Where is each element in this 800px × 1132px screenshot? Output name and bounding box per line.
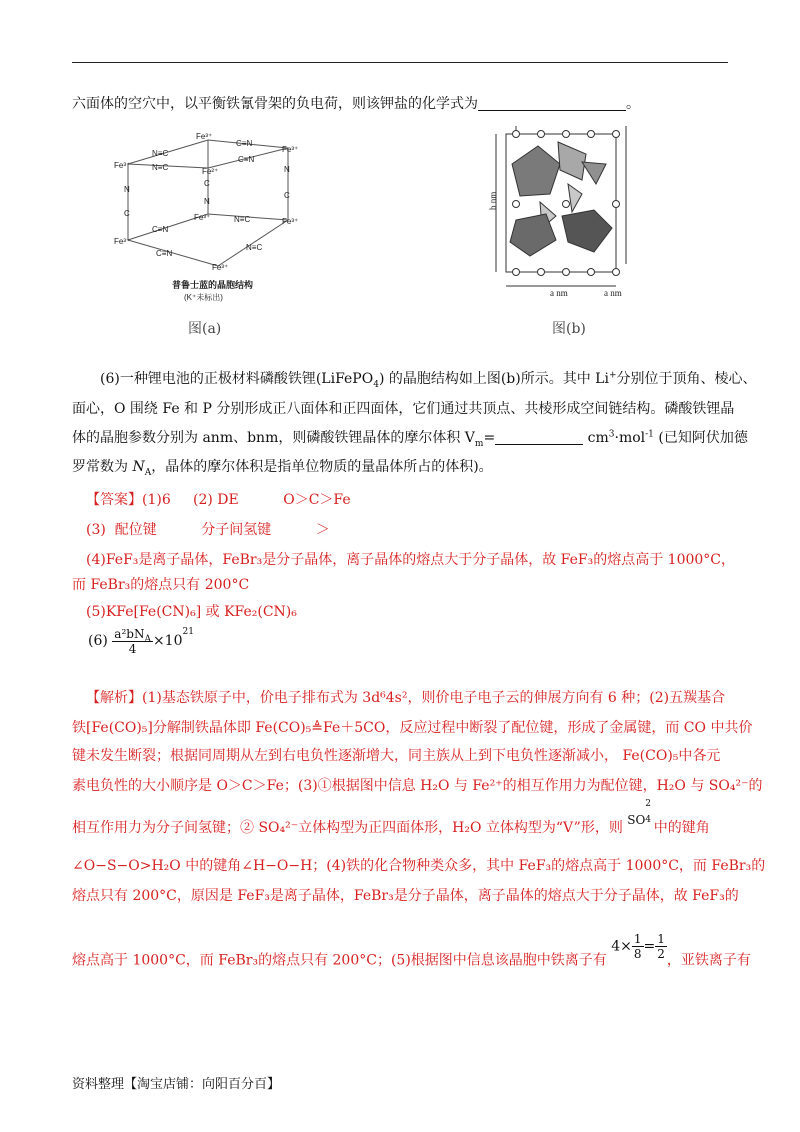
analysis-line-5: 相互作用力为分子间氢键；② SO₄²⁻立体构型为正四面体形，H₂O 立体构型为“V”形，则 SO 2 4 中的键角 — [72, 799, 710, 836]
fe3-ion-label: Fe³⁺ — [282, 145, 299, 154]
figure-a-subtitle: (K⁺未标出) — [184, 293, 223, 302]
n-c-bond-label: N≡C — [152, 149, 169, 158]
octahedron-feo6 — [512, 146, 560, 196]
fe3-ion-label: Fe³⁺ — [114, 161, 131, 170]
tetrahedron-po4 — [568, 184, 582, 212]
n-c-bond-label: N≡C — [246, 243, 263, 252]
c-n-bond-label: C≡N — [238, 155, 255, 164]
c-atom-label: C — [284, 191, 290, 200]
answer-line-3: (3) 配位键 分子间氢键 ＞ — [86, 522, 330, 538]
analysis-line-2: 铁[Fe(CO)₅]分解制铁晶体即 Fe(CO)₅≜Fe＋5CO，反应过程中断裂了配位键，形成了金属键，而 CO 中共价 — [72, 720, 753, 736]
c-n-bond-label: C≡N — [152, 225, 169, 234]
n-c-bond-label: N≡C — [152, 163, 169, 172]
answer-line-4a: (4)FeF₃是离子晶体，FeBr₃是分子晶体，离子晶体的熔点大于分子晶体，故 FeF₃的熔点高于 1000°C， — [86, 552, 736, 568]
analysis-line-6: ∠O−S−O>H₂O 中的键角∠H−O−H；(4)铁的化合物种类众多，其中 FeF₃的熔点高于 1000°C，而 FeBr₃的 — [72, 858, 766, 874]
q6-line-4: 罗常数为 $N_A$，晶体的摩尔体积是指单位物质的量晶体所占的体积)。 — [72, 459, 493, 478]
fe3-ion-label: Fe³⁺ — [114, 237, 131, 246]
c-n-bond-label: C≡N — [156, 249, 173, 258]
fe3-ion-label: Fe³⁺ — [282, 217, 299, 226]
figure-a-title: 普鲁士蓝的晶胞结构 — [172, 280, 254, 290]
a-axis-label: a nm — [550, 288, 568, 298]
so4-formula: SO 2 4 — [627, 799, 652, 827]
intro-text: 六面体的空穴中，以平衡铁氰骨架的负电荷，则该钾盐的化学式为 — [72, 96, 478, 112]
analysis-line-1: 【解析】(1)基态铁原子中，价电子排布式为 3d⁶4s²，则价电子电子云的伸展方向有 6 种；(2)五羰基合 — [86, 690, 726, 706]
fe2-ion-label: Fe²⁺ — [202, 167, 219, 176]
figure-b-caption: 图(b) — [552, 321, 586, 337]
fe3-ion-label: Fe³⁺ — [194, 213, 211, 222]
answer-line-5: (5)KFe[Fe(CN)₆] 或 KFe₂(CN)₆ — [86, 604, 297, 620]
analysis-line-4: 素电负性的大小顺序是 O＞C＞Fe；(3)①根据图中信息 H₂O 与 Fe²⁺的相互作用力为配位键，H₂O 与 SO₄²⁻的 — [72, 778, 763, 794]
b-axis-label: b nm — [488, 191, 498, 210]
answer-blank-molar-volume — [495, 430, 583, 445]
figure-b-lifepo4-cell — [486, 124, 636, 304]
octahedron-feo6 — [558, 142, 586, 180]
figure-a-caption: 图(a) — [188, 321, 222, 337]
n-atom-label: N — [284, 165, 290, 174]
n-atom-label: N — [124, 185, 130, 194]
n-atom-label: N — [204, 197, 210, 206]
header-rule — [72, 62, 728, 63]
answer-line-1: 【答案】(1)6 (2) DE O＞C＞Fe — [86, 492, 351, 508]
analysis-line-8: 熔点高于 1000°C，而 FeBr₃的熔点只有 200°C；(5)根据图中信息该晶胞中铁离子有 4× $\frac{1}{8}$ = $\frac{1}{2}$ ，亚铁离子有 — [72, 932, 751, 969]
answer-line-6: (6) $\frac{a^2bN_A}{4}$ $\times 10^{21}$ — [88, 626, 194, 656]
figure-a-prussian-blue — [108, 128, 308, 308]
intro-line: 六面体的空穴中，以平衡铁氰骨架的负电荷，则该钾盐的化学式为 。 — [72, 96, 640, 112]
fe3-ion-label: Fe³⁺ — [196, 132, 213, 141]
fraction-expression: 4× $\frac{1}{8}$ = $\frac{1}{2}$ — [611, 932, 665, 961]
analysis-line-7: 熔点只有 200°C，原因是 FeF₃是离子晶体，FeBr₃是分子晶体，离子晶体的熔点大于分子晶体，故 FeF₃的 — [72, 888, 739, 904]
answer-6-fraction: $\frac{a^2bN_A}{4}$ — [114, 626, 151, 656]
analysis-line-3: 键未发生断裂；根据同周期从左到右电负性逐渐增大，同主族从上到下电负性逐渐减小， Fe(CO)₅中各元 — [72, 748, 721, 764]
c-atom-label: C — [204, 179, 210, 188]
c-n-bond-label: C≡N — [236, 139, 253, 148]
q6-line-3: 体的晶胞参数分别为 anm、bnm，则磷酸铁锂晶体的摩尔体积 $V_m= cm^3\cdot mol^{-1}$ (已知阿伏加德 — [72, 429, 748, 449]
c-atom-label: C — [124, 209, 130, 218]
answer-blank-formula — [478, 96, 626, 111]
octahedron-feo6 — [562, 210, 612, 252]
fe3-ion-label: Fe³⁺ — [212, 263, 229, 272]
n-c-bond-label: N≡C — [234, 215, 251, 224]
q6-line-2: 面心，O 围绕 Fe 和 P 分别形成正八面体和正四面体，它们通过共顶点、共棱形成空间链结构。磷酸铁锂晶 — [72, 401, 735, 417]
q6-line-1: (6)一种锂电池的正极材料磷酸铁锂(LiFePO$_4$) 的晶胞结构如上图(b)所示。其中 Li+分别位于顶角、棱心、 — [100, 370, 757, 390]
a-axis-label-2: a nm — [604, 288, 622, 298]
tetrahedron-po4 — [582, 162, 606, 184]
answer-line-4b: 而 FeBr₃的熔点只有 200°C — [72, 577, 250, 593]
page-footer: 资料整理【淘宝店铺：向阳百分百】 — [72, 1077, 281, 1092]
